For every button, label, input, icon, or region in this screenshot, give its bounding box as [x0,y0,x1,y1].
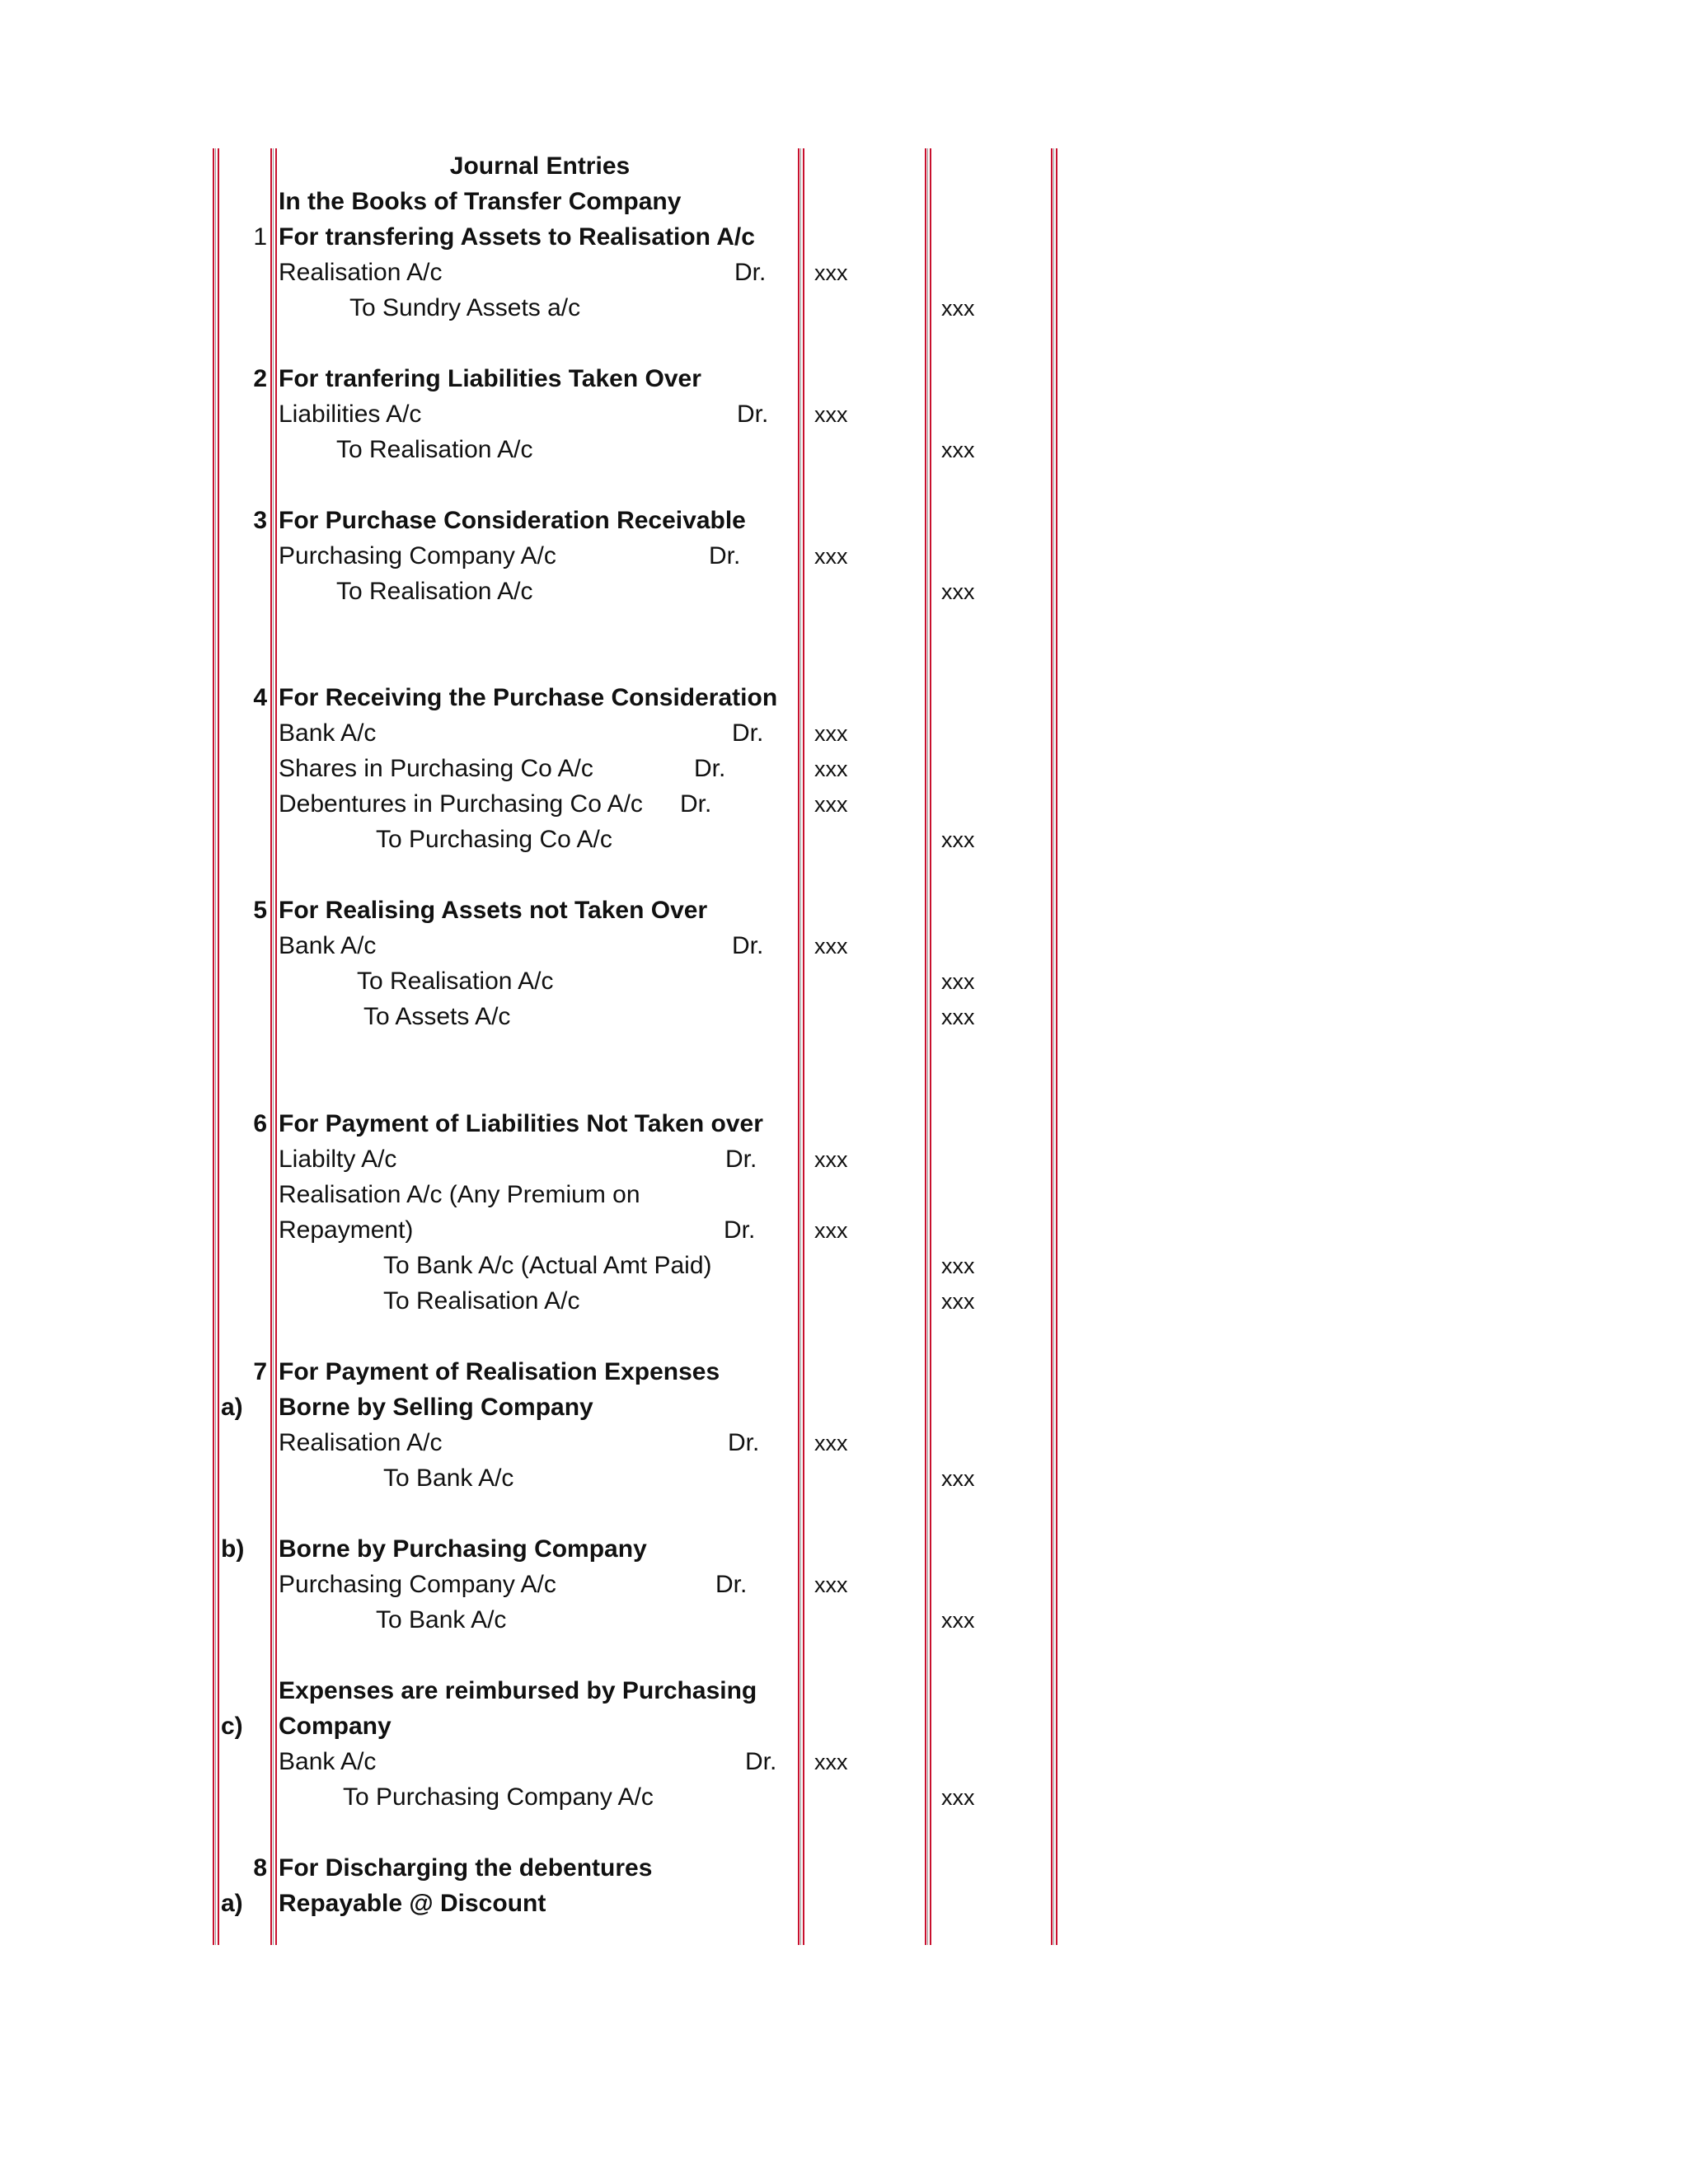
debit-amount: xxx [814,792,848,817]
column-rule [270,148,272,1945]
sub-entry-heading: Borne by Selling Company [279,1394,593,1421]
entry-number: 8 [253,1854,267,1882]
debit-account: Shares in Purchasing Co A/c [279,755,593,782]
debit-account: Liabilities A/c [279,401,422,428]
debit-marker: Dr. [694,755,726,782]
debit-amount: xxx [814,934,848,958]
sub-entry-heading: Borne by Purchasing Company [279,1535,647,1563]
credit-amount: xxx [941,1289,975,1314]
entry-number: 5 [253,897,267,924]
credit-account: To Sundry Assets a/c [349,294,581,321]
credit-amount: xxx [941,1785,975,1810]
sub-entry-heading-continued: Company [279,1713,392,1740]
sub-entry-heading: Expenses are reimbursed by Purchasing [279,1677,757,1704]
sub-entry-label: a) [221,1890,243,1917]
debit-account: Liabilty A/c [279,1146,397,1173]
debit-marker: Dr. [734,259,767,286]
debit-marker: Dr. [680,790,712,818]
debit-account-continued: Repayment) [279,1216,414,1244]
column-rule [218,148,219,1945]
debit-marker: Dr. [732,932,764,959]
debit-marker: Dr. [724,1216,756,1244]
debit-marker: Dr. [709,542,741,569]
credit-amount: xxx [941,1254,975,1278]
debit-account: Bank A/c [279,932,377,959]
column-rule [215,148,216,1945]
credit-amount: xxx [941,1466,975,1491]
column-rule [800,148,801,1945]
page-subtitle: In the Books of Transfer Company [279,188,682,215]
entry-number: 1 [253,223,267,251]
credit-amount: xxx [941,969,975,994]
debit-amount: xxx [814,1147,848,1172]
debit-amount: xxx [814,260,848,285]
credit-account: To Realisation A/c [357,968,554,995]
debit-account: Realisation A/c (Any Premium on [279,1181,640,1208]
debit-marker: Dr. [715,1571,748,1598]
column-rule [1051,148,1053,1945]
page-title: Journal Entries [449,152,631,180]
debit-marker: Dr. [728,1429,760,1456]
debit-account: Realisation A/c [279,1429,443,1456]
column-rule [803,148,804,1945]
credit-amount: xxx [941,438,975,462]
sub-entry-label: b) [221,1535,245,1563]
entry-heading: For Purchase Consideration Receivable [279,507,746,534]
debit-amount: xxx [814,1431,848,1455]
credit-amount: xxx [941,1608,975,1633]
credit-amount: xxx [941,1005,975,1029]
entry-heading: For Receiving the Purchase Consideration [279,684,778,711]
entry-heading: For Realising Assets not Taken Over [279,897,708,924]
entry-heading: For transfering Assets to Realisation A/c [279,223,755,251]
debit-marker: Dr. [745,1748,777,1775]
column-rule [930,148,931,1945]
column-rule [1053,148,1054,1945]
debit-marker: Dr. [732,719,764,747]
credit-account: To Bank A/c [376,1606,507,1633]
credit-account: To Bank A/c (Actual Amt Paid) [383,1252,712,1279]
credit-amount: xxx [941,579,975,604]
debit-amount: xxx [814,1572,848,1597]
debit-amount: xxx [814,544,848,569]
debit-amount: xxx [814,1750,848,1774]
column-rule [927,148,928,1945]
entry-heading: For Payment of Liabilities Not Taken over [279,1110,763,1137]
debit-account: Bank A/c [279,719,377,747]
column-rule [1056,148,1057,1945]
credit-amount: xxx [941,827,975,852]
entry-number: 7 [253,1358,267,1385]
entry-number: 4 [253,684,267,711]
debit-amount: xxx [814,1218,848,1243]
debit-account: Purchasing Company A/c [279,1571,556,1598]
column-rule [213,148,214,1945]
debit-account: Purchasing Company A/c [279,542,556,569]
credit-amount: xxx [941,296,975,321]
sub-entry-label: c) [221,1713,243,1740]
credit-account: To Realisation A/c [383,1287,580,1315]
column-rule [275,148,277,1945]
column-rule [925,148,926,1945]
entry-number: 2 [253,365,267,392]
entry-number: 6 [253,1110,267,1137]
credit-account: To Assets A/c [363,1003,511,1030]
credit-account: To Realisation A/c [336,436,533,463]
entry-heading: For tranfering Liabilities Taken Over [279,365,701,392]
column-rule [798,148,799,1945]
debit-marker: Dr. [725,1146,757,1173]
debit-account: Debentures in Purchasing Co A/c [279,790,643,818]
credit-account: To Purchasing Company A/c [343,1783,654,1811]
debit-amount: xxx [814,402,848,427]
debit-amount: xxx [814,757,848,781]
debit-account: Realisation A/c [279,259,443,286]
debit-amount: xxx [814,721,848,746]
entry-number: 3 [253,507,267,534]
debit-account: Bank A/c [279,1748,377,1775]
column-rule [273,148,274,1945]
debit-marker: Dr. [737,401,769,428]
sub-entry-label: a) [221,1394,243,1421]
credit-account: To Bank A/c [383,1465,514,1492]
entry-heading: For Payment of Realisation Expenses [279,1358,720,1385]
sub-entry-heading: Repayable @ Discount [279,1890,546,1917]
credit-account: To Realisation A/c [336,578,533,605]
entry-heading: For Discharging the debentures [279,1854,653,1882]
credit-account: To Purchasing Co A/c [376,826,612,853]
